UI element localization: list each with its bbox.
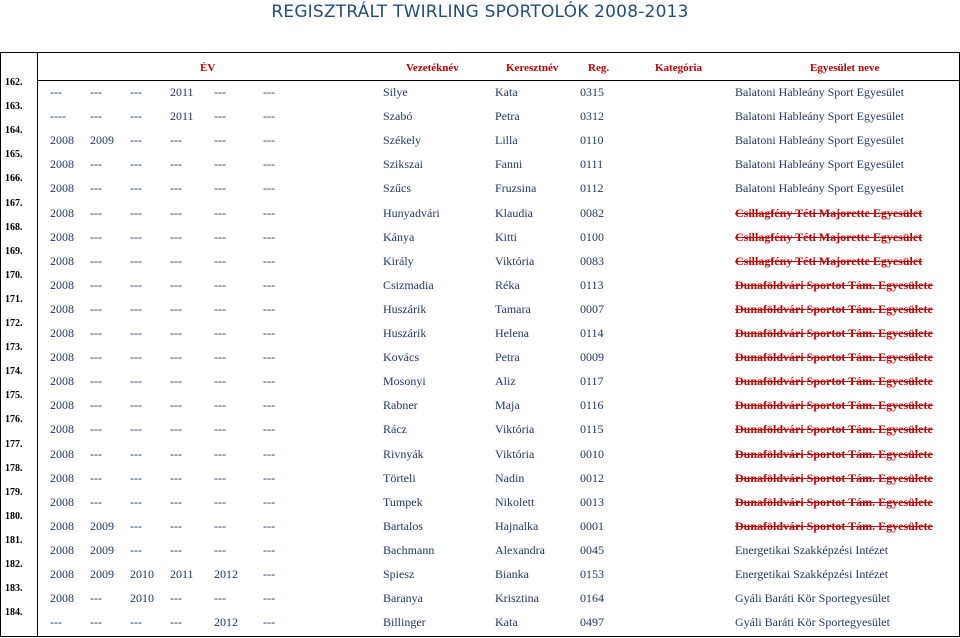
year-cell: --- [214,133,226,148]
year-cell: 2011 [170,567,194,581]
year-cell: --- [170,398,182,413]
table-row [38,491,960,514]
year-cell: --- [90,326,102,340]
year-cell: --- [50,85,62,99]
year-cell: 2009 [90,518,114,533]
table-row [38,467,960,490]
year-cell: 2008 [50,326,74,340]
table-row [38,81,960,104]
row-number: 171. [5,293,23,305]
year-cell: --- [130,253,142,268]
year-cell: --- [170,494,182,509]
year-cell: --- [263,301,275,316]
year-cell: --- [90,229,102,244]
reg-cell: 0312 [580,109,604,124]
year-cell: --- [263,615,275,630]
year-cell: --- [214,518,226,533]
last-name-cell: Huszárik [383,301,427,316]
year-cell: --- [90,398,102,413]
table-row [38,443,960,466]
row-number: 177. [5,438,23,450]
year-cell: 2008 [50,470,74,485]
club-cell: Csillagfény Téti Majorette Egyesület [735,229,923,244]
club-cell: Balatoni Hableány Sport Egyesület [735,85,904,99]
row-number: 168. [5,221,23,233]
year-cell: --- [170,133,182,148]
first-name-cell: Réka [495,277,520,292]
first-name-cell: Klaudia [495,205,533,220]
year-cell: 2008 [50,181,74,196]
year-cell: --- [90,85,102,99]
reg-cell: 0115 [580,422,604,437]
year-cell: --- [170,157,182,172]
year-cell: --- [263,518,275,533]
last-name-cell: Király [383,253,414,268]
year-cell: --- [90,446,102,461]
club-cell: Balatoni Hableány Sport Egyesület [735,181,904,196]
last-name-cell: Huszárik [383,326,427,340]
reg-cell: 0153 [580,567,604,581]
table-row [38,394,960,417]
first-name-cell: Fruzsina [495,181,537,196]
year-cell: --- [214,157,226,172]
last-name-cell: Rabner [383,398,418,413]
year-cell: --- [263,446,275,461]
header-vezeteknev: Vezetéknév [406,62,459,74]
first-name-cell: Krisztina [495,591,539,606]
table-row [38,587,960,610]
table-row [38,274,960,297]
first-name-cell: Petra [495,350,520,365]
year-cell: --- [263,133,275,148]
row-number: 164. [5,125,23,137]
club-cell: Dunaföldvári Sportot Tám. Egyesülete [735,422,933,437]
table-row [38,202,960,225]
year-cell: --- [263,85,275,99]
year-cell: 2008 [50,518,74,533]
row-number: 169. [5,245,23,257]
reg-cell: 0013 [580,494,604,509]
year-cell: --- [90,157,102,172]
year-cell: 2008 [50,374,74,389]
year-cell: 2011 [170,85,194,99]
year-cell: --- [263,109,275,124]
year-cell: --- [170,181,182,196]
year-cell: 2008 [50,591,74,606]
table-row [38,105,960,128]
year-cell: --- [130,326,142,340]
year-cell: --- [130,301,142,316]
last-name-cell: Billinger [383,615,426,630]
club-cell: Dunaföldvári Sportot Tám. Egyesülete [735,518,933,533]
reg-cell: 0315 [580,85,604,99]
last-name-cell: Szűcs [383,181,411,196]
first-name-cell: Fanni [495,157,523,172]
year-cell: --- [130,398,142,413]
table-row [38,611,960,634]
reg-cell: 0112 [580,181,604,196]
last-name-cell: Rácz [383,422,407,437]
year-cell: --- [130,109,142,124]
year-cell: --- [170,205,182,220]
year-cell: --- [170,518,182,533]
row-number: 170. [5,269,23,281]
year-cell: 2008 [50,157,74,172]
first-name-cell: Hajnalka [495,518,539,533]
club-cell: Dunaföldvári Sportot Tám. Egyesülete [735,350,933,365]
last-name-cell: Törteli [383,470,416,485]
year-cell: --- [130,181,142,196]
year-cell: 2010 [130,591,154,606]
year-cell: --- [214,326,226,340]
table-row [38,153,960,176]
club-cell: Dunaföldvári Sportot Tám. Egyesülete [735,494,933,509]
year-cell: 2010 [130,567,154,581]
year-cell: --- [263,157,275,172]
header-ev: ÉV [200,62,216,74]
first-name-cell: Petra [495,109,520,124]
row-number: 174. [5,366,23,378]
year-cell: --- [263,470,275,485]
year-cell: 2012 [214,615,238,630]
year-cell: --- [263,374,275,389]
table-row [38,129,960,152]
reg-cell: 0082 [580,205,604,220]
row-number: 180. [5,510,23,522]
reg-cell: 0111 [580,157,604,172]
reg-cell: 0117 [580,374,604,389]
year-cell: 2008 [50,567,74,581]
reg-cell: 0114 [580,326,604,340]
year-cell: --- [130,229,142,244]
club-cell: Dunaföldvári Sportot Tám. Egyesülete [735,301,933,316]
year-cell: --- [130,205,142,220]
year-cell: --- [90,205,102,220]
year-cell: 2008 [50,350,74,365]
year-cell: 2008 [50,542,74,557]
reg-cell: 0110 [580,133,604,148]
club-cell: Balatoni Hableány Sport Egyesület [735,109,904,124]
year-cell: --- [214,398,226,413]
last-name-cell: Tumpek [383,494,423,509]
year-cell: --- [90,109,102,124]
reg-cell: 0083 [580,253,604,268]
year-cell: --- [170,350,182,365]
header-keresztnev: Keresztnév [506,62,559,74]
reg-cell: 0045 [580,542,604,557]
year-cell: 2008 [50,301,74,316]
row-number: 181. [5,534,23,546]
first-name-cell: Bianka [495,567,529,581]
first-name-cell: Viktória [495,253,535,268]
year-cell: 2008 [50,446,74,461]
first-name-cell: Aliz [495,374,516,389]
year-cell: --- [130,518,142,533]
year-cell: --- [170,301,182,316]
year-cell: --- [90,350,102,365]
year-cell: --- [50,615,62,630]
last-name-cell: Silye [383,85,408,99]
club-cell: Gyáli Baráti Kör Sportegyesület [735,615,890,630]
year-cell: --- [214,253,226,268]
row-number: 162. [5,77,23,88]
reg-cell: 0116 [580,398,604,413]
year-cell: --- [130,374,142,389]
year-cell: --- [170,374,182,389]
year-cell: --- [214,542,226,557]
year-cell: --- [214,85,226,99]
reg-cell: 0012 [580,470,604,485]
year-cell: --- [214,446,226,461]
row-number: 182. [5,559,23,570]
year-cell: --- [214,229,226,244]
reg-cell: 0100 [580,229,604,244]
year-cell: --- [170,229,182,244]
year-cell: --- [130,350,142,365]
last-name-cell: Hunyadvári [383,205,440,220]
last-name-cell: Kánya [383,229,415,244]
year-cell: --- [170,446,182,461]
table-row [38,250,960,273]
table-row [38,563,960,586]
table-row [38,177,960,200]
table-body [38,81,960,637]
last-name-cell: Kovács [383,350,419,365]
year-cell: 2008 [50,205,74,220]
year-cell: --- [214,109,226,124]
year-cell: --- [214,301,226,316]
club-cell: Dunaföldvári Sportot Tám. Egyesülete [735,326,933,340]
first-name-cell: Tamara [495,301,531,316]
year-cell: --- [130,542,142,557]
year-cell: --- [263,398,275,413]
table-row [38,539,960,562]
club-cell: Dunaföldvári Sportot Tám. Egyesülete [735,277,933,292]
year-cell: --- [214,470,226,485]
year-cell: 2008 [50,494,74,509]
year-cell: --- [130,85,142,99]
year-cell: 2008 [50,277,74,292]
club-cell: Dunaföldvári Sportot Tám. Egyesülete [735,446,933,461]
year-cell: --- [263,422,275,437]
club-cell: Balatoni Hableány Sport Egyesület [735,133,904,148]
year-cell: 2008 [50,398,74,413]
year-cell: ---- [50,109,66,124]
year-cell: --- [263,494,275,509]
page-title: REGISZTRÁLT TWIRLING SPORTOLÓK 2008-2013 [271,2,689,22]
year-cell: --- [170,277,182,292]
year-cell: --- [263,205,275,220]
first-name-cell: Kata [495,85,518,99]
year-cell: --- [214,205,226,220]
row-number: 167. [5,197,23,209]
row-number: 176. [5,414,23,426]
year-cell: --- [214,277,226,292]
year-cell: --- [130,277,142,292]
year-cell: --- [263,277,275,292]
year-cell: --- [263,326,275,340]
year-cell: --- [130,422,142,437]
table-row [38,418,960,441]
club-cell: Csillagfény Téti Majorette Egyesület [735,253,923,268]
last-name-cell: Bartalos [383,518,423,533]
year-cell: 2009 [90,133,114,148]
reg-cell: 0010 [580,446,604,461]
year-cell: --- [130,133,142,148]
last-name-cell: Bachmann [383,542,435,557]
reg-cell: 0007 [580,301,604,316]
reg-cell: 0001 [580,518,604,533]
year-cell: --- [90,253,102,268]
row-number: 179. [5,486,23,498]
year-cell: --- [170,326,182,340]
year-cell: --- [170,470,182,485]
table-row [38,298,960,321]
year-cell: --- [214,181,226,196]
header-kategoria: Kategória [655,62,703,74]
last-name-cell: Csizmadia [383,277,434,292]
table-row [38,515,960,538]
club-cell: Balatoni Hableány Sport Egyesület [735,157,904,172]
first-name-cell: Kata [495,615,518,630]
year-cell: --- [90,494,102,509]
year-cell: --- [263,229,275,244]
year-cell: --- [170,542,182,557]
reg-cell: 0113 [580,277,604,292]
year-cell: --- [90,374,102,389]
year-cell: --- [90,615,102,630]
club-cell: Dunaföldvári Sportot Tám. Egyesülete [735,470,933,485]
header-reg: Reg. [588,62,610,74]
row-number: 165. [5,149,23,161]
club-cell: Gyáli Baráti Kör Sportegyesület [735,591,890,606]
year-cell: 2009 [90,567,114,581]
table-row [38,370,960,393]
first-name-cell: Helena [495,326,529,340]
last-name-cell: Baranya [383,591,423,606]
year-cell: --- [90,422,102,437]
year-cell: --- [90,301,102,316]
year-cell: --- [214,591,226,606]
table-header [38,52,960,81]
year-cell: 2008 [50,229,74,244]
row-number: 184. [5,607,23,619]
year-cell: --- [130,494,142,509]
year-cell: --- [263,181,275,196]
last-name-cell: Szikszai [383,157,423,172]
year-cell: --- [170,615,182,630]
reg-cell: 0497 [580,615,604,630]
year-cell: --- [214,350,226,365]
row-number: 175. [5,390,23,402]
year-cell: --- [130,157,142,172]
year-cell: --- [263,591,275,606]
year-cell: --- [130,446,142,461]
year-cell: --- [214,374,226,389]
club-cell: Energetikai Szakképzési Intézet [735,567,889,581]
year-cell: --- [90,591,102,606]
year-cell: --- [214,494,226,509]
year-cell: --- [90,277,102,292]
first-name-cell: Viktória [495,422,535,437]
table-row [38,346,960,369]
last-name-cell: Spiesz [383,567,415,581]
row-number: 172. [5,318,23,329]
reg-cell: 0009 [580,350,604,365]
year-cell: --- [90,181,102,196]
club-cell: Dunaföldvári Sportot Tám. Egyesülete [735,374,933,389]
year-cell: --- [130,615,142,630]
first-name-cell: Viktória [495,446,535,461]
year-cell: --- [263,542,275,557]
year-cell: --- [263,253,275,268]
year-cell: --- [170,253,182,268]
year-cell: --- [130,470,142,485]
reg-cell: 0164 [580,591,604,606]
row-number: 183. [5,583,23,595]
last-name-cell: Szabó [383,109,413,124]
club-cell: Csillagfény Téti Majorette Egyesület [735,205,923,220]
club-cell: Dunaföldvári Sportot Tám. Egyesülete [735,398,933,413]
first-name-cell: Alexandra [495,542,545,557]
last-name-cell: Rivnyák [383,446,424,461]
year-cell: --- [263,567,275,581]
last-name-cell: Mosonyi [383,374,426,389]
header-egyesulet: Egyesület neve [810,62,880,74]
table-row [38,226,960,249]
table-row [38,322,960,345]
year-cell: --- [214,422,226,437]
year-cell: --- [170,422,182,437]
row-number: 173. [5,342,23,354]
row-number: 163. [5,101,23,113]
row-number: 166. [5,173,23,185]
last-name-cell: Székely [383,133,421,148]
year-cell: --- [170,591,182,606]
year-cell: --- [263,350,275,365]
year-cell: 2008 [50,253,74,268]
first-name-cell: Maja [495,398,520,413]
year-cell: 2008 [50,133,74,148]
first-name-cell: Nadin [495,470,525,485]
year-cell: 2012 [214,567,238,581]
club-cell: Energetikai Szakképzési Intézet [735,542,889,557]
row-number: 178. [5,462,23,474]
first-name-cell: Nikolett [495,494,535,509]
sportolok-table [0,52,960,638]
year-cell: 2009 [90,542,114,557]
year-cell: 2008 [50,422,74,437]
first-name-cell: Kitti [495,229,518,244]
year-cell: 2011 [170,109,194,124]
first-name-cell: Lilla [495,133,518,148]
year-cell: --- [90,470,102,485]
